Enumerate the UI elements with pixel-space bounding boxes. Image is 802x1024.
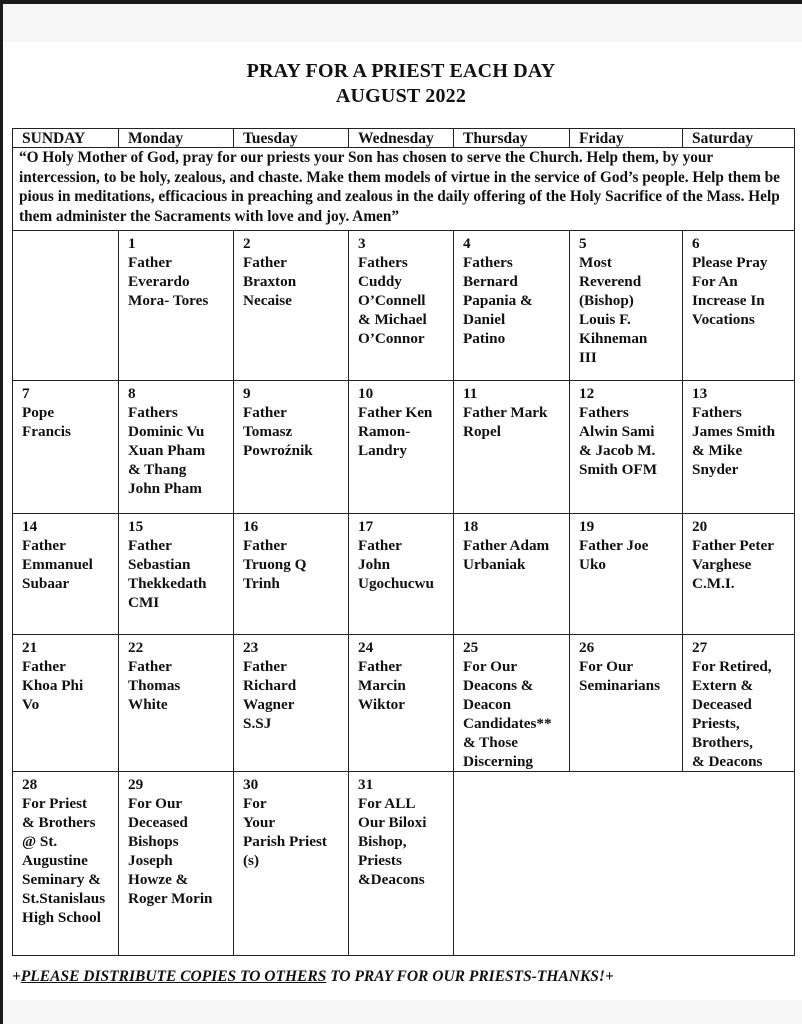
footer-text: TO PRAY FOR OUR PRIESTS-THANKS! [326, 968, 605, 985]
footer-suffix: + [604, 968, 614, 985]
day-cell [349, 772, 454, 956]
weekday-header: Thursday [454, 129, 570, 148]
weekday-header: Monday [119, 129, 234, 148]
weekday-header: Friday [570, 129, 683, 148]
day-intention: For Our Deceased Bishops Joseph Howze & Roger Morin [128, 795, 213, 907]
day-cell [454, 381, 570, 514]
footer-underlined-text: PLEASE DISTRIBUTE COPIES TO OTHERS [20, 968, 327, 985]
week-row [13, 772, 795, 956]
day-number: 19 [579, 518, 595, 535]
weekday-header: SUNDAY [13, 129, 119, 148]
day-cell [570, 635, 683, 772]
day-cell [234, 231, 349, 381]
day-intention: For ALL Our Biloxi Bishop, Priests &Deacons [358, 795, 427, 888]
day-intention: For Priest & Brothers @ St. Augustine Seminary & St.Stanislaus High School [22, 795, 106, 926]
day-number: 24 [358, 639, 374, 656]
day-number: 10 [358, 385, 374, 402]
day-intention: Father Truong Q Trinh [243, 537, 307, 592]
day-cell [234, 381, 349, 514]
day-number: 12 [579, 385, 595, 402]
day-intention: Father Everardo Mora- Tores [128, 254, 209, 309]
weekday-header-row [13, 129, 795, 148]
day-number: 31 [358, 776, 374, 793]
day-cell [13, 381, 119, 514]
day-cell [13, 635, 119, 772]
day-intention: Pope Francis [22, 404, 71, 440]
day-cell [234, 635, 349, 772]
day-cell [570, 231, 683, 381]
day-intention: Fathers Bernard Papania & Daniel Patino [463, 254, 533, 347]
weekday-header: Tuesday [234, 129, 349, 148]
day-intention: Fathers Dominic Vu Xuan Pham & Thang John Pham [128, 404, 206, 497]
day-number: 3 [358, 235, 366, 252]
week-row [13, 635, 795, 772]
top-margin-band [3, 4, 802, 42]
day-intention: Father Adam Urbaniak [463, 537, 550, 573]
day-intention: Father John Ugochucwu [358, 537, 434, 592]
day-number: 14 [22, 518, 38, 535]
day-cell [454, 231, 570, 381]
prayer-text: “O Holy Mother of God, pray for our priests your Son has chosen to serve the Church. Help them, by your intercession, to be holy, zealous, and chaste. Make them models of virtue in the service of God’s people. Help them be pious in meditations, efficacious in preaching and zealous in the daily offering of the Holy Sacrifice of the Mass. Help them administer the Sacraments with love and joy. Amen” [13, 148, 795, 231]
page-title: PRAY FOR A PRIEST EACH DAY [246, 60, 556, 82]
day-intention: For Retired, Extern & Deceased Priests, Brothers, & Deacons [692, 658, 772, 770]
day-number: 9 [243, 385, 251, 402]
day-number: 2 [243, 235, 251, 252]
day-number: 17 [358, 518, 374, 535]
day-cell [570, 514, 683, 635]
day-number: 5 [579, 235, 587, 252]
day-cell [349, 514, 454, 635]
distribution-note [12, 968, 792, 986]
day-intention: For Our Seminarians [579, 658, 661, 694]
day-intention: Fathers Alwin Sami & Jacob M. Smith OFM [579, 404, 658, 478]
day-cell [683, 381, 795, 514]
day-intention: Father Marcin Wiktor [358, 658, 406, 713]
day-cell [349, 381, 454, 514]
day-cell [119, 381, 234, 514]
day-number: 23 [243, 639, 259, 656]
day-number: 15 [128, 518, 144, 535]
day-cell [119, 514, 234, 635]
day-number: 22 [128, 639, 144, 656]
day-intention: Father Joe Uko [579, 537, 649, 573]
day-number: 20 [692, 518, 708, 535]
day-number: 25 [463, 639, 479, 656]
day-cell [349, 635, 454, 772]
day-number: 16 [243, 518, 259, 535]
day-cell [119, 772, 234, 956]
day-number: 1 [128, 235, 136, 252]
week-row [13, 514, 795, 635]
empty-cell [454, 772, 795, 956]
day-intention: Fathers Cuddy O’Connell & Michael O’Connor [358, 254, 427, 347]
page-border-left [0, 0, 3, 1024]
day-intention: Father Thomas White [128, 658, 181, 713]
bottom-margin-band [3, 1000, 802, 1024]
day-intention: Father Richard Wagner S.SJ [243, 658, 297, 732]
day-cell [570, 381, 683, 514]
day-number: 11 [463, 385, 478, 402]
day-intention: Father Braxton Necaise [243, 254, 297, 309]
day-number: 7 [22, 385, 30, 402]
day-intention: Father Ken Ramon- Landry [358, 404, 433, 459]
day-cell [349, 231, 454, 381]
day-intention: Fathers James Smith & Mike Snyder [692, 404, 776, 478]
calendar-table [12, 128, 795, 956]
day-number: 26 [579, 639, 595, 656]
day-intention: Please Pray For An Increase In Vocations [692, 254, 768, 328]
day-cell [13, 231, 119, 381]
day-intention: Father Sebastian Thekkedath CMI [128, 537, 207, 611]
weekday-header: Saturday [683, 129, 795, 148]
day-cell [683, 514, 795, 635]
day-number: 8 [128, 385, 136, 402]
footer-prefix: + [12, 968, 21, 985]
day-number: 6 [692, 235, 700, 252]
day-number: 28 [22, 776, 38, 793]
day-cell [454, 635, 570, 772]
day-number: 29 [128, 776, 144, 793]
day-number: 4 [463, 235, 471, 252]
day-intention: For Your Parish Priest (s) [243, 795, 327, 869]
day-cell [234, 514, 349, 635]
day-cell [234, 772, 349, 956]
day-cell [13, 514, 119, 635]
prayer-row [13, 148, 795, 231]
weekday-header: Wednesday [349, 129, 454, 148]
day-number: 18 [463, 518, 479, 535]
day-intention: Father Mark Ropel [463, 404, 548, 440]
day-intention: Father Tomasz Powroźnik [243, 404, 313, 459]
day-intention: For Our Deacons & Deacon Candidates** & Those Discerning [463, 658, 552, 770]
day-cell [683, 231, 795, 381]
day-cell [119, 635, 234, 772]
week-row [13, 381, 795, 514]
day-number: 27 [692, 639, 708, 656]
day-intention: Father Peter Varghese C.M.I. [692, 537, 774, 592]
day-intention: Father Khoa Phi Vo [22, 658, 84, 713]
day-cell [454, 514, 570, 635]
page-subtitle-month: AUGUST 2022 [335, 85, 467, 107]
day-cell [13, 772, 119, 956]
day-number: 21 [22, 639, 38, 656]
week-row [13, 231, 795, 381]
day-intention: Father Emmanuel Subaar [22, 537, 93, 592]
day-cell [683, 635, 795, 772]
day-number: 30 [243, 776, 259, 793]
day-number: 13 [692, 385, 708, 402]
day-intention: Most Reverend (Bishop) Louis F. Kihneman III [579, 254, 648, 366]
day-cell [119, 231, 234, 381]
